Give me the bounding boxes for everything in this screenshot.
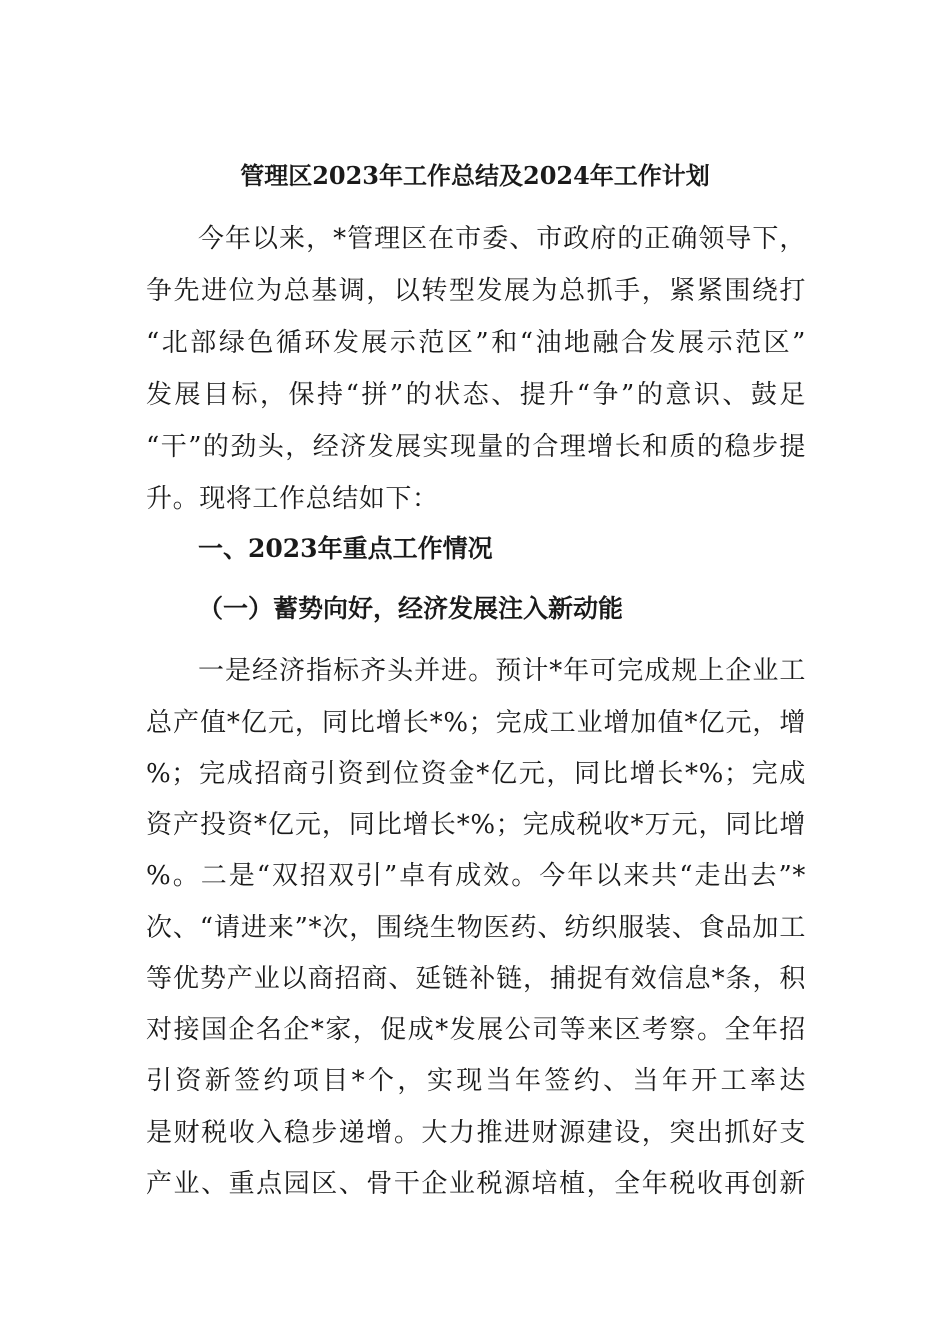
body-line: 引资新签约项目*个，实现当年签约、当年开工率达 bbox=[146, 1066, 806, 1096]
body-line: 一是经济指标齐头并进。预计*年可完成规上企业工 bbox=[198, 656, 806, 686]
body-line: 对接国企名企*家，促成*发展公司等来区考察。全年招 bbox=[146, 1015, 806, 1045]
intro-line: “北部绿色循环发展示范区”和“油地融合发展示范区” bbox=[146, 328, 806, 358]
body-line: 总产值*亿元，同比增长*%；完成工业增加值*亿元，增 bbox=[146, 708, 806, 738]
subsection-heading: （一）蓄势向好，经济发展注入新动能 bbox=[198, 594, 624, 623]
body-line: 产业、重点园区、骨干企业税源培植，全年税收再创新 bbox=[146, 1169, 806, 1199]
body-line: 是财税收入稳步递增。大力推进财源建设，突出抓好支 bbox=[146, 1118, 806, 1148]
body-line: 次、“请进来”*次，围绕生物医药、纺织服装、食品加工 bbox=[146, 913, 806, 943]
section-heading: 一、2023年重点工作情况 bbox=[198, 534, 493, 563]
body-line: %；完成招商引资到位资金*亿元，同比增长*%；完成 bbox=[146, 759, 806, 789]
intro-line: 升。现将工作总结如下： bbox=[146, 484, 439, 514]
intro-line: 今年以来，*管理区在市委、市政府的正确领导下， bbox=[198, 224, 806, 254]
body-line: %。二是“双招双引”卓有成效。今年以来共“走出去”* bbox=[146, 861, 806, 891]
document-title: 管理区2023年工作总结及2024年工作计划 bbox=[240, 161, 710, 190]
intro-line: 争先进位为总基调，以转型发展为总抓手，紧紧围绕打 bbox=[146, 276, 806, 306]
intro-line: “干”的劲头，经济发展实现量的合理增长和质的稳步提 bbox=[146, 432, 806, 462]
body-line: 等优势产业以商招商、延链补链，捕捉有效信息*条，积 bbox=[146, 964, 806, 994]
intro-line: 发展目标，保持“拼”的状态、提升“争”的意识、鼓足 bbox=[146, 380, 806, 410]
body-line: 资产投资*亿元，同比增长*%；完成税收*万元，同比增 bbox=[146, 810, 806, 840]
